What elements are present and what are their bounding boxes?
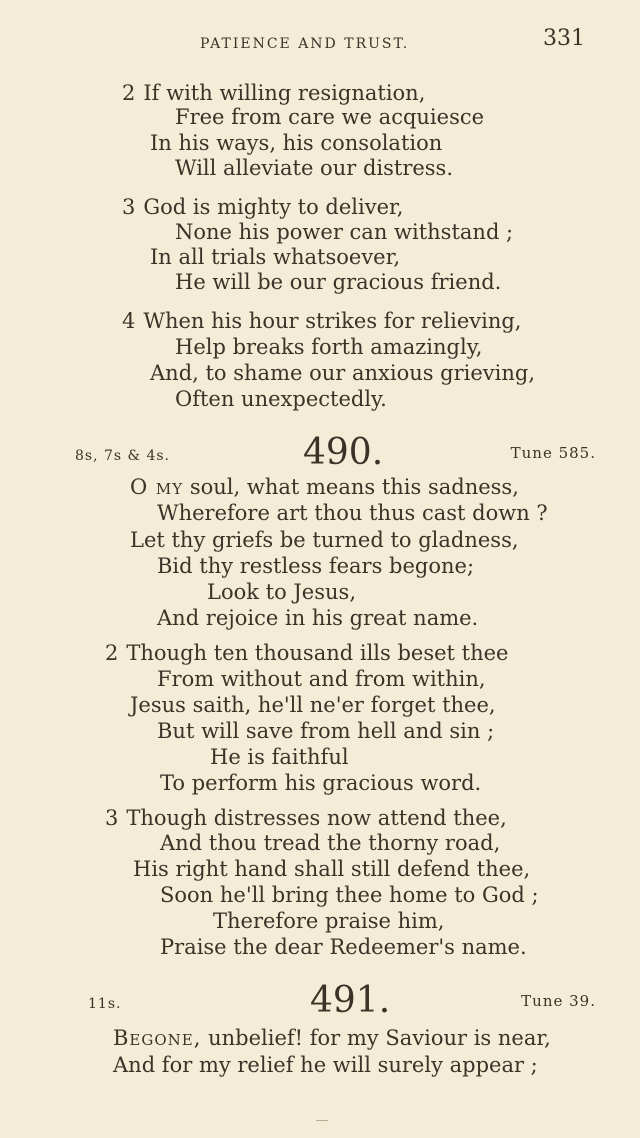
verse-number: 4 <box>122 309 136 333</box>
verse-number: 3 <box>122 195 136 219</box>
verse-line: And thou tread the thorny road, <box>160 831 501 855</box>
verse-line: Look to Jesus, <box>207 580 356 604</box>
opening-words: Begone, <box>113 1026 202 1050</box>
verse-line: Let thy griefs be turned to gladness, <box>130 528 519 552</box>
page-header <box>0 26 640 58</box>
verse-line: Help breaks forth amazingly, <box>175 335 483 359</box>
verse-line: 2 Though ten thousand ills beset thee <box>105 641 509 665</box>
verse-line: But will save from hell and sin ; <box>157 719 495 743</box>
tune-label: Tune 585. <box>510 444 596 462</box>
verse-line: And rejoice in his great name. <box>157 606 479 630</box>
verse-line: None his power can withstand ; <box>175 220 514 244</box>
verse-line: In all trials whatsoever, <box>150 245 401 269</box>
verse-line: He is faithful <box>210 745 349 769</box>
tune-label: Tune 39. <box>521 992 596 1010</box>
verse-line: Begone, unbelief! for my Saviour is near, <box>113 1026 551 1050</box>
hymn-490-heading <box>0 432 640 472</box>
verse-line: And, to shame our anxious grieving, <box>150 361 536 385</box>
page-number: 331 <box>543 26 585 51</box>
verse-line: And for my relief he will surely appear ; <box>113 1053 538 1077</box>
verse-line: In his ways, his consolation <box>150 131 443 155</box>
verse-number: 2 <box>105 641 119 665</box>
verse-line: From without and from within, <box>157 667 486 691</box>
verse-line: To perform his gracious word. <box>160 771 482 795</box>
verse-line: His right hand shall still defend thee, <box>133 857 531 881</box>
verse-line: 4 When his hour strikes for relieving, <box>122 309 522 333</box>
verse-line: 2 If with willing resignation, <box>122 81 426 105</box>
verse-line: Praise the dear Redeemer's name. <box>160 935 527 959</box>
verse-line: Soon he'll bring thee home to God ; <box>160 883 539 907</box>
meter-label: 11s. <box>88 996 122 1012</box>
verse-line: O my soul, what means this sadness, <box>130 475 519 499</box>
running-title: PATIENCE AND TRUST. <box>200 36 410 52</box>
verse-number: 2 <box>122 81 136 105</box>
verse-line: He will be our gracious friend. <box>175 270 502 294</box>
verse-line: 3 God is mighty to deliver, <box>122 195 404 219</box>
verse-line: Free from care we acquiesce <box>175 105 485 129</box>
hymn-number: 491. <box>310 980 391 1021</box>
verse-line: Therefore praise him, <box>213 909 445 933</box>
verse-line: Often unexpectedly. <box>175 387 387 411</box>
opening-words: O my <box>130 475 184 499</box>
hymn-491-heading <box>0 980 640 1020</box>
verse-line: Wherefore art thou thus cast down ? <box>157 501 548 525</box>
verse-line: Bid thy restless fears begone; <box>157 554 475 578</box>
page-mark <box>316 1120 328 1121</box>
verse-line: 3 Though distresses now attend thee, <box>105 806 507 830</box>
hymn-number: 490. <box>303 432 384 473</box>
verse-number: 3 <box>105 806 119 830</box>
meter-label: 8s, 7s & 4s. <box>75 448 170 464</box>
verse-line: Jesus saith, he'll ne'er forget thee, <box>130 693 496 717</box>
verse-line: Will alleviate our distress. <box>175 156 454 180</box>
